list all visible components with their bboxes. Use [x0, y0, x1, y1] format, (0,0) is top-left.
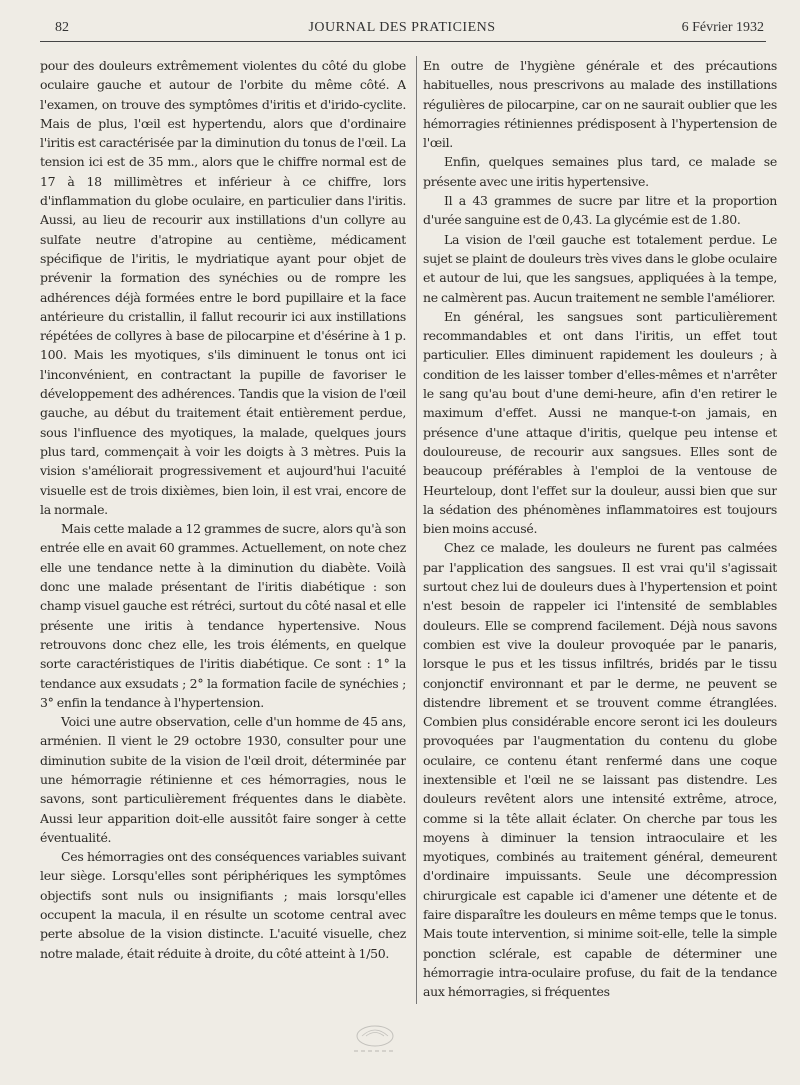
left-paragraph-3: Voici une autre observation, celle d'un homme de 45 ans, arménien. Il vient le 29 octobre 1930, consulter pour une diminution subite de la vision de l'œil droit, déterminée par une hémorragie rétinienne et ces hémorragies, nous le savons, sont particulièrement fréquentes dans le diabète. Aussi leur apparition doit-elle aussitôt faire songer à cette éventualité. — [40, 714, 406, 845]
left-column — [40, 56, 406, 1056]
right-paragraph-3: Il a 43 grammes de sucre par litre et la proportion d'urée sanguine est de 0,43. La glycémie est de 1.80. — [423, 193, 777, 228]
left-paragraph-2: Mais cette malade a 12 grammes de sucre, alors qu'à son entrée elle en avait 60 grammes. Actuellement, on note chez elle une tendance nette à la diminution du diabète. Voilà donc une malade présentant de l'iritis diabétique : son champ visuel gauche est rétréci, surtout du côté nasal et elle présente une iritis à tendance hypertensive. Nous retrouvons donc chez elle, les trois éléments, en quelque sorte caractéristiques de l'iritis diabétique. Ce sont : 1° la tendance aux exsudats ; 2° la formation facile de synéchies ; 3° enfin la tendance à l'hypertension. — [40, 521, 406, 710]
right-paragraph-1: En outre de l'hygiène générale et des précautions habituelles, nous prescrivons au malade des instillations régulières de pilocarpine, car on ne saurait oublier que les hémorragies rétiniennes prédisposent à l'hypertension de l'œil. — [423, 58, 777, 151]
left-paragraph-4: Ces hémorragies ont des conséquences variables suivant leur siège. Lorsqu'elles sont périphériques les symptômes objectifs sont nuls ou insignifiants ; mais lorsqu'elles occupent la macula, il en résulte un scotome central avec perte absolue de la vision distincte. L'acuité visuelle, chez notre malade, était réduite à droite, du côté atteint à 1/50. — [40, 849, 406, 961]
right-column — [423, 56, 777, 1056]
journal-title: JOURNAL DES PRATICIENS — [308, 20, 496, 35]
right-paragraph-2: Enfin, quelques semaines plus tard, ce malade se présente avec une iritis hypertensive. — [423, 154, 777, 189]
right-paragraph-6: Chez ce malade, les douleurs ne furent pas calmées par l'application des sangsues. Il est vrai qu'il s'agissait surtout chez lui de douleurs dues à l'hypertension et point n'est besoin de rappeler ici l'intensité de semblables douleurs. Elle se comprend facilement. Déjà nous savons combien est vive la douleur provoquée par le panaris, lorsque le pus et les tissus infiltrés, bridés par le tissu conjonctif environnant et par le derme, ne peuvent se distendre librement et se trouvent comme étranglées. Combien plus considérable encore seront ici les douleurs provoquées par l'augmentation du contenu du globe oculaire, ce contenu étant renfermé dans une coque inextensible et l'œil ne se laissant pas distendre. Les douleurs revêtent alors une intensité extrême, atroce, comme si la tête allait éclater. On cherche par tous les moyens à diminuer la tension intraoculaire et les myotiques, combinés au traitement général, demeurent d'ordinaire impuissants. Seule une décompression chirurgicale est capable ici d'amener une détente et de faire disparaître les douleurs en même temps que le tonus. Mais toute intervention, si minime soit-elle, telle la simple ponction sclérale, est capable de déterminer une hémorragie intra-oculaire profuse, du fait de la tendance aux hémorragies, si fréquentes — [423, 540, 777, 1000]
issue-date: 6 Février 1932 — [681, 20, 764, 35]
header-rule — [40, 41, 766, 42]
column-divider — [416, 56, 417, 1004]
right-paragraph-5: En général, les sangsues sont particulièrement recommandables et ont dans l'iritis, un effet tout particulier. Elles diminuent rapidement les douleurs ; à condition de les laisser tomber d'elles-mêmes et n'arrêter le sang qu'au bout d'une demi-heure, afin d'en retirer le maximum d'effet. Aussi ne manque-t-on jamais, en présence d'une attaque d'iritis, quelque peu intense et douloureuse, de recourir aux sangsues. Elles sont de beaucoup préférables à l'emploi de la ventouse de Heurteloup, dont l'effet sur la douleur, aussi bien que sur la sédation des phénomènes inflammatoires est toujours bien moins accusé. — [423, 308, 777, 537]
page-number: 82 — [55, 20, 69, 35]
page-header — [40, 20, 764, 40]
left-paragraph-1: pour des douleurs extrêmement violentes du côté du globe oculaire gauche et autour de l'orbite du même côté. A l'examen, on trouve des symptômes d'iritis et d'irido-cyclite. Mais de plus, l'œil est hypertendu, alors que d'ordinaire l'iritis est caractérisée par la diminution du tonus de l'œil. La tension ici est de 35 mm., alors que le chiffre normal est de 17 à 18 millimètres et inférieur à ce chiffre, lors d'inflammation du globe oculaire, en particulier dans l'iritis. Aussi, au lieu de recourir aux instillations d'un collyre au sulfate neutre d'atropine au centième, médicament spécifique de l'iritis, le mydriatique ayant pour objet de prévenir la formation des synéchies ou de rompre les adhérences déjà formées entre le bord pupillaire et la face antérieure du cristallin, il fallut recourir ici aux instillations répétées de collyres à base de pilocarpine et d'ésérine à 1 p. 100. Mais les myotiques, s'ils diminuent le tonus ont ici l'inconvénient, en contractant la pupille de favoriser le développement des adhérences. Tandis que la vision de l'œil gauche, au début du traitement était entièrement perdue, sous l'influence des myotiques, la malade, quelques jours plus tard, commençait à voir les doigts à 3 mètres. Puis la vision s'améliorait progressivement et aujourd'hui l'acuité visuelle est de trois dixièmes, bien loin, il est vrai, encore de la normale. — [40, 58, 406, 517]
library-stamp-icon — [340, 1022, 410, 1056]
right-paragraph-4: La vision de l'œil gauche est totalement perdue. Le sujet se plaint de douleurs très vives dans le globe oculaire et autour de lui, que les sangsues, appliquées à la tempe, ne calmèrent pas. Aucun traitement ne semble l'améliorer. — [423, 231, 777, 305]
